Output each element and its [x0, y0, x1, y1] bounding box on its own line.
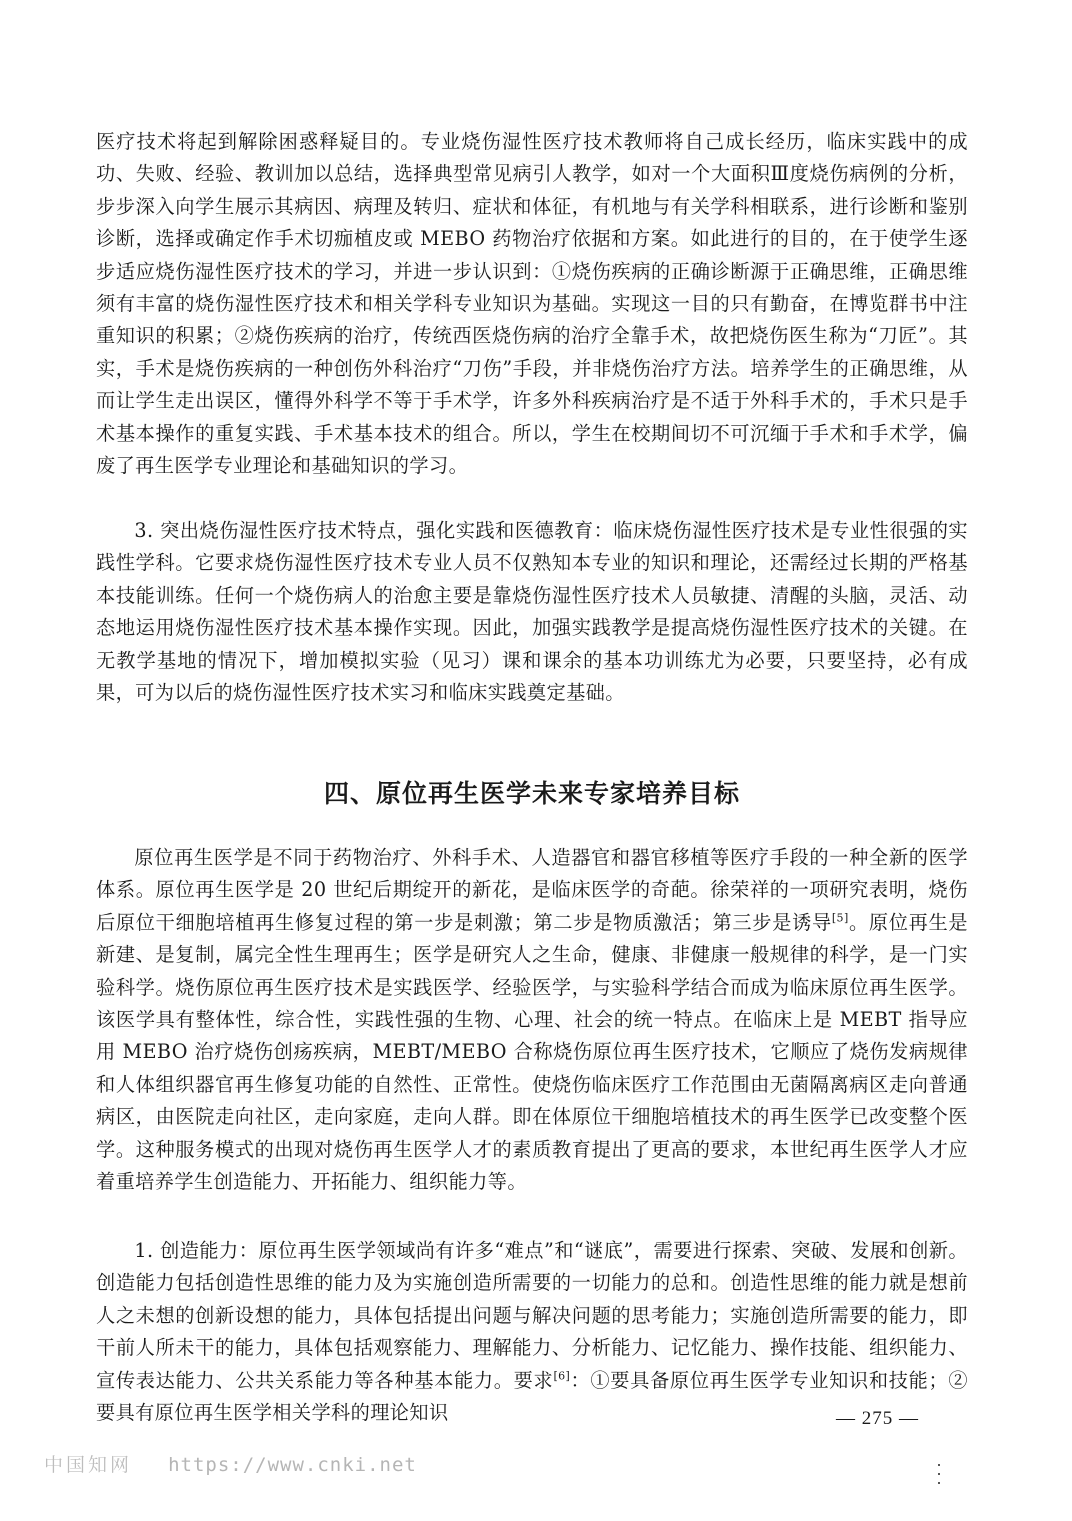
- edge-dot: [938, 1473, 940, 1475]
- paragraph-section-intro: [96, 842, 968, 1198]
- text-block-section-intro: [96, 842, 968, 1198]
- text-block-point-1: [96, 1235, 968, 1429]
- binding-edge-marks: [936, 1464, 942, 1500]
- text-block-point-3: [96, 515, 968, 709]
- edge-dot: [938, 1482, 940, 1484]
- paragraph-point-1: [96, 1235, 968, 1429]
- watermark: [44, 1450, 417, 1477]
- text-block-continued: [96, 126, 968, 482]
- page-number: — 275 —: [836, 1408, 919, 1429]
- paragraph-text-part: 原位再生医学是不同于药物治疗、外科手术、人造器官和器官移植等医疗手段的一种全新的医学体系。原位再生医学是 20 世纪后期绽开的新花，是临床医学的奇葩。徐荣祥的一项研究表明，烧伤后原位干细胞培植再生修复过程的第一步是刺激；第二步是物质激活；第三步是诱导: [96, 846, 968, 934]
- citation-ref[interactable]: [6]: [553, 1369, 571, 1383]
- paragraph-text-part: 。原位再生是新建、是复制，属完全性生理再生；医学是研究人之生命，健康、非健康一般规律的科学，是一门实验科学。烧伤原位再生医疗技术是实践医学、经验医学，与实验科学结合而成为临床原位再生医学。该医学具有整体性，综合性，实践性强的生物、心理、社会的统一特点。在临床上是 MEBT 指导应用 MEBO 治疗烧伤创疡疾病，MEBT/MEBO 合称烧伤原位再生医疗技术，它顺应了烧伤发病规律和人体组织器官再生修复功能的自然性、正常性。使烧伤临床医疗工作范围由无菌隔离病区走向普通病区，由医院走向社区，走向家庭，走向人群。即在体原位干细胞培植技术的再生医学已改变整个医学。这种服务模式的出现对烧伤再生医学人才的素质教育提出了更高的要求，本世纪再生医学人才应着重培养学生创造能力、开拓能力、组织能力等。: [96, 910, 968, 1194]
- watermark-url[interactable]: https://www.cnki.net: [168, 1454, 417, 1476]
- paragraph-text-part: ：①要具备原位再生医学专业知识和技能；②要具有原位再生医学相关学科的理论知识: [96, 1368, 969, 1425]
- paragraph-continued: 医疗技术将起到解除困惑释疑目的。专业烧伤湿性医疗技术教师将自己成长经历，临床实践中的成功、失败、经验、教训加以总结，选择典型常见病引人教学，如对一个大面积Ⅲ度烧伤病例的分析，步步深入向学生展示其病因、病理及转归、症状和体征，有机地与有关学科相联系，进行诊断和鉴别诊断，选择或确定作手术切痂植皮或 MEBO 药物治疗依据和方案。如此进行的目的，在于使学生逐步适应烧伤湿性医疗技术的学习，并进一步认识到：①烧伤疾病的正确诊断源于正确思维，正确思维须有丰富的烧伤湿性医疗技术和相关学科专业知识为基础。实现这一目的只有勤奋，在博览群书中注重知识的积累；②烧伤疾病的治疗，传统西医烧伤病的治疗全靠手术，故把烧伤医生称为“刀匠”。其实，手术是烧伤疾病的一种创伤外科治疗“刀伤”手段，并非烧伤治疗方法。培养学生的正确思维，从而让学生走出误区，懂得外科学不等于手术学，许多外科疾病治疗是不适于外科手术的，手术只是手术基本操作的重复实践、手术基本技术的组合。所以，学生在校期间切不可沉缅于手术和手术学，偏废了再生医学专业理论和基础知识的学习。: [96, 130, 968, 478]
- section-heading: 四、原位再生医学未来专家培养目标: [323, 779, 740, 808]
- watermark-name: 中国知网: [44, 1454, 133, 1476]
- paragraph-text-part: 1. 创造能力：原位再生医学领域尚有许多“难点”和“谜底”，需要进行探索、突破、发展和创新。创造能力包括创造性思维的能力及为实施创造所需要的一切能力的总和。创造性思维的能力就是想前人之未想的创新设想的能力，具体包括提出问题与解决问题的思考能力；实施创造所需要的能力，即干前人所未干的能力，具体包括观察能力、理解能力、分析能力、记忆能力、操作技能、组织能力、宣传表达能力、公共关系能力等各种基本能力。要求: [96, 1239, 968, 1392]
- edge-dot: [938, 1464, 940, 1466]
- paragraph-point-3: 3. 突出烧伤湿性医疗技术特点，强化实践和医德教育：临床烧伤湿性医疗技术是专业性很强的实践性学科。它要求烧伤湿性医疗技术专业人员不仅熟知本专业的知识和理论，还需经过长期的严格基本技能训练。任何一个烧伤病人的治愈主要是靠烧伤湿性医疗技术人员敏捷、清醒的头脑，灵活、动态地运用烧伤湿性医疗技术基本操作实现。因此，加强实践教学是提高烧伤湿性医疗技术的关键。在无教学基地的情况下，增加模拟实验（见习）课和课余的基本功训练尤为必要，只要坚持，必有成果，可为以后的烧伤湿性医疗技术实习和临床实践奠定基础。: [96, 519, 968, 705]
- citation-ref[interactable]: [5]: [831, 911, 849, 925]
